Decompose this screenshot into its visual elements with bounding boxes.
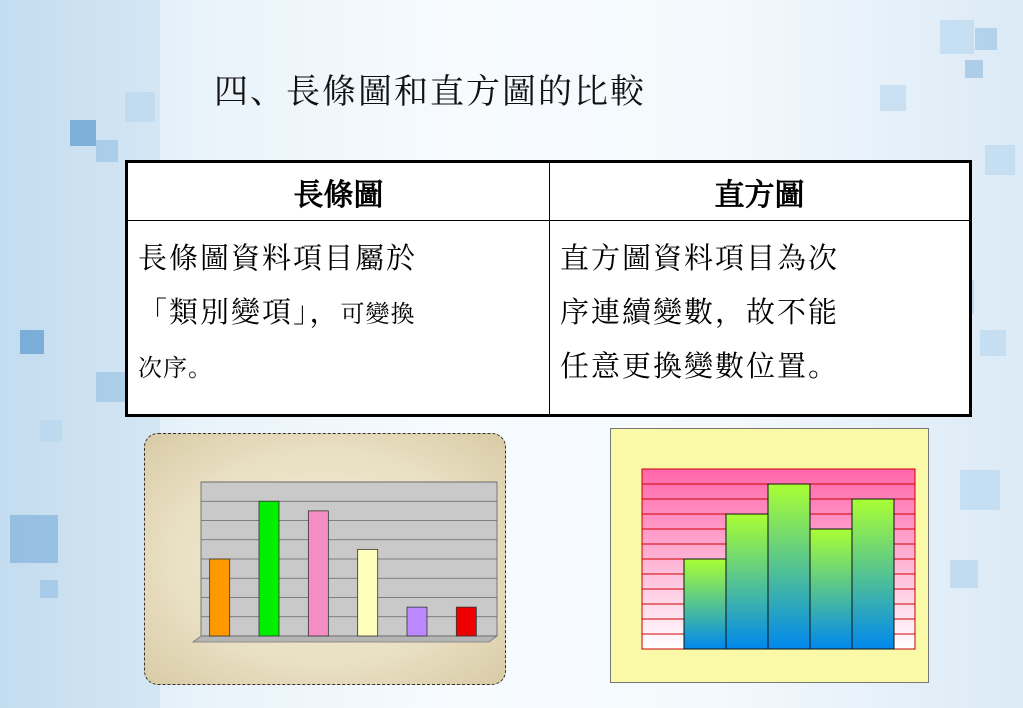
bar [358,549,378,636]
bar [456,607,476,636]
desc-line: 直方圖資料項目為次 [560,241,840,275]
table-row [127,221,971,416]
desc-text: 「類別變項」， [138,295,341,329]
desc-text: 可變換 [340,300,416,328]
desc-line: 任意更換變數位置。 [560,349,840,383]
plot-floor [193,636,497,642]
histogram-bar [810,529,852,649]
histogram-image [610,428,929,683]
histogram-description [550,221,971,416]
bar-chart-svg [145,434,507,686]
histogram-svg [611,429,930,684]
comparison-table [125,160,972,417]
bar [308,511,328,636]
header-bar-chart: 長條圖 [127,162,550,221]
bar [407,607,427,636]
table-header-row [127,162,971,221]
desc-line: 長條圖資料項目屬於 [138,241,418,275]
bar-chart-image [144,433,506,685]
histogram-bar [684,559,726,649]
desc-line: 次序。 [138,354,213,382]
desc-line [138,285,541,341]
histogram-bar [726,514,768,649]
desc-line: 序連續變數，故不能 [560,295,840,329]
bar-chart-description [127,221,550,416]
bar [259,501,279,636]
slide-title: 四、長條圖和直方圖的比較 [214,72,646,112]
header-histogram: 直方圖 [550,162,971,221]
histogram-bar [852,499,894,649]
histogram-bar [768,484,810,649]
bar [210,559,230,636]
